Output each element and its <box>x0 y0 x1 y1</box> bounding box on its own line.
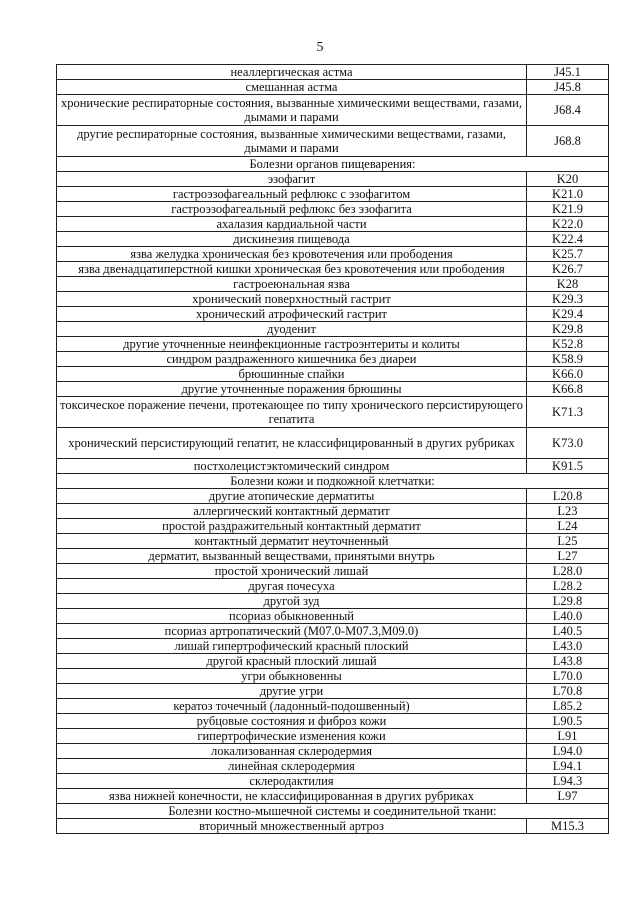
diagnosis-name: другие атопические дерматиты <box>57 489 527 504</box>
table-row <box>57 789 609 804</box>
table-row <box>57 744 609 759</box>
icd-code: L28.0 <box>527 564 609 579</box>
diagnosis-name: лишай гипертрофический красный плоский <box>57 639 527 654</box>
diagnosis-name: псориаз обыкновенный <box>57 609 527 624</box>
icd-code: L94.3 <box>527 774 609 789</box>
icd-code: K91.5 <box>527 459 609 474</box>
diagnosis-name: хронический поверхностный гастрит <box>57 292 527 307</box>
diagnosis-name: локализованная склеродермия <box>57 744 527 759</box>
page-number: 5 <box>316 40 324 55</box>
diagnosis-name: дуоденит <box>57 322 527 337</box>
table-row <box>57 519 609 534</box>
table-row <box>57 759 609 774</box>
icd-code: L27 <box>527 549 609 564</box>
diagnosis-name: аллергический контактный дерматит <box>57 504 527 519</box>
icd-code: L40.0 <box>527 609 609 624</box>
icd-code: L94.1 <box>527 759 609 774</box>
diagnosis-name: рубцовые состояния и фиброз кожи <box>57 714 527 729</box>
diagnosis-name: неаллергическая астма <box>57 65 527 80</box>
diagnosis-name: эзофагит <box>57 172 527 187</box>
table-row <box>57 459 609 474</box>
diagnosis-name: другая почесуха <box>57 579 527 594</box>
table-row <box>57 202 609 217</box>
table-row <box>57 126 609 157</box>
icd-code: L40.5 <box>527 624 609 639</box>
table-row <box>57 819 609 834</box>
diagnosis-name: гастроеюнальная язва <box>57 277 527 292</box>
icd-code: L94.0 <box>527 744 609 759</box>
table-row <box>57 639 609 654</box>
table-row <box>57 624 609 639</box>
diagnosis-name: токсическое поражение печени, протекающее по типу хронического персистирующего гепатита <box>57 397 527 428</box>
diagnosis-name: хронический атрофический гастрит <box>57 307 527 322</box>
diagnosis-name: ахалазия кардиальной части <box>57 217 527 232</box>
icd-code: L20.8 <box>527 489 609 504</box>
table-row <box>57 729 609 744</box>
table-row <box>57 609 609 624</box>
table-row <box>57 232 609 247</box>
table-row <box>57 80 609 95</box>
table-row <box>57 654 609 669</box>
diagnosis-name: другие респираторные состояния, вызванные химическими веществами, газами, дымами и парами <box>57 126 527 157</box>
diagnosis-code-table <box>56 64 609 834</box>
diagnosis-name: угри обыкновенны <box>57 669 527 684</box>
diagnosis-name: склеродактилия <box>57 774 527 789</box>
icd-code: L43.0 <box>527 639 609 654</box>
diagnosis-name: линейная склеродермия <box>57 759 527 774</box>
table-row <box>57 172 609 187</box>
section-header-row <box>57 157 609 172</box>
diagnosis-name: синдром раздраженного кишечника без диареи <box>57 352 527 367</box>
icd-code: K21.0 <box>527 187 609 202</box>
table-row <box>57 307 609 322</box>
icd-code: K66.8 <box>527 382 609 397</box>
icd-code: M15.3 <box>527 819 609 834</box>
icd-code: L97 <box>527 789 609 804</box>
diagnosis-name: простой хронический лишай <box>57 564 527 579</box>
icd-code: J45.8 <box>527 80 609 95</box>
diagnosis-name: вторичный множественный артроз <box>57 819 527 834</box>
icd-code: K73.0 <box>527 428 609 459</box>
icd-code: K52.8 <box>527 337 609 352</box>
diagnosis-name: гипертрофические изменения кожи <box>57 729 527 744</box>
icd-code: K29.3 <box>527 292 609 307</box>
diagnosis-name: хронический персистирующий гепатит, не классифицированный в других рубриках <box>57 428 527 459</box>
table-row <box>57 292 609 307</box>
section-title: Болезни костно-мышечной системы и соединительной ткани: <box>57 804 609 819</box>
diagnosis-name: другие уточненные неинфекционные гастроэнтериты и колиты <box>57 337 527 352</box>
table-row <box>57 774 609 789</box>
icd-code: L85.2 <box>527 699 609 714</box>
diagnosis-name: язва нижней конечности, не классифицированная в других рубриках <box>57 789 527 804</box>
table-body <box>57 65 609 834</box>
diagnosis-name: контактный дерматит неуточненный <box>57 534 527 549</box>
diagnosis-name: гастроэзофагеальный рефлюкс с эзофагитом <box>57 187 527 202</box>
table-row <box>57 699 609 714</box>
table-row <box>57 217 609 232</box>
icd-code: L28.2 <box>527 579 609 594</box>
icd-code: K21.9 <box>527 202 609 217</box>
table-row <box>57 534 609 549</box>
table-row <box>57 352 609 367</box>
table-row <box>57 504 609 519</box>
section-header-row <box>57 804 609 819</box>
icd-code: K28 <box>527 277 609 292</box>
table-row <box>57 262 609 277</box>
icd-code: L90.5 <box>527 714 609 729</box>
icd-code: J68.8 <box>527 126 609 157</box>
table-row <box>57 277 609 292</box>
icd-code: K58.9 <box>527 352 609 367</box>
diagnosis-name: гастроэзофагеальный рефлюкс без эзофагита <box>57 202 527 217</box>
icd-code: L24 <box>527 519 609 534</box>
diagnosis-name: хронические респираторные состояния, вызванные химическими веществами, газами, дымами и парами <box>57 95 527 126</box>
icd-code: K71.3 <box>527 397 609 428</box>
table-row <box>57 489 609 504</box>
diagnosis-name: смешанная астма <box>57 80 527 95</box>
icd-code: L29.8 <box>527 594 609 609</box>
table-row <box>57 714 609 729</box>
diagnosis-name: другой зуд <box>57 594 527 609</box>
icd-code: K22.0 <box>527 217 609 232</box>
table-row <box>57 397 609 428</box>
diagnosis-name: язва двенадцатиперстной кишки хроническая без кровотечения или прободения <box>57 262 527 277</box>
icd-code: L70.0 <box>527 669 609 684</box>
table-row <box>57 684 609 699</box>
section-header-row <box>57 474 609 489</box>
icd-code: K22.4 <box>527 232 609 247</box>
table-row <box>57 579 609 594</box>
diagnosis-name: другие угри <box>57 684 527 699</box>
table-row <box>57 65 609 80</box>
diagnosis-name: кератоз точечный (ладонный-подошвенный) <box>57 699 527 714</box>
table-row <box>57 247 609 262</box>
section-title: Болезни кожи и подкожной клетчатки: <box>57 474 609 489</box>
diagnosis-name: дискинезия пищевода <box>57 232 527 247</box>
table-row <box>57 322 609 337</box>
table-row <box>57 549 609 564</box>
icd-code: L23 <box>527 504 609 519</box>
diagnosis-name: простой раздражительный контактный дерматит <box>57 519 527 534</box>
icd-code: L70.8 <box>527 684 609 699</box>
diagnosis-name: псориаз артропатический (M07.0-M07.3,M09.0) <box>57 624 527 639</box>
table-row <box>57 95 609 126</box>
diagnosis-name: другие уточненные поражения брюшины <box>57 382 527 397</box>
diagnosis-name: дерматит, вызванный веществами, принятыми внутрь <box>57 549 527 564</box>
table-row <box>57 669 609 684</box>
icd-code: L43.8 <box>527 654 609 669</box>
table-row <box>57 367 609 382</box>
table-row <box>57 337 609 352</box>
diagnosis-name: язва желудка хроническая без кровотечения или прободения <box>57 247 527 262</box>
table-row <box>57 187 609 202</box>
icd-code: K26.7 <box>527 262 609 277</box>
icd-code: K29.8 <box>527 322 609 337</box>
table-row <box>57 564 609 579</box>
icd-code: J68.4 <box>527 95 609 126</box>
diagnosis-name: другой красный плоский лишай <box>57 654 527 669</box>
table-row <box>57 594 609 609</box>
table-row <box>57 382 609 397</box>
diagnosis-name: брюшинные спайки <box>57 367 527 382</box>
icd-code: L91 <box>527 729 609 744</box>
icd-code: J45.1 <box>527 65 609 80</box>
diagnosis-name: постхолецистэктомический синдром <box>57 459 527 474</box>
section-title: Болезни органов пищеварения: <box>57 157 609 172</box>
icd-code: K66.0 <box>527 367 609 382</box>
icd-code: K25.7 <box>527 247 609 262</box>
table-row <box>57 428 609 459</box>
icd-code: L25 <box>527 534 609 549</box>
icd-code: K29.4 <box>527 307 609 322</box>
icd-code: K20 <box>527 172 609 187</box>
